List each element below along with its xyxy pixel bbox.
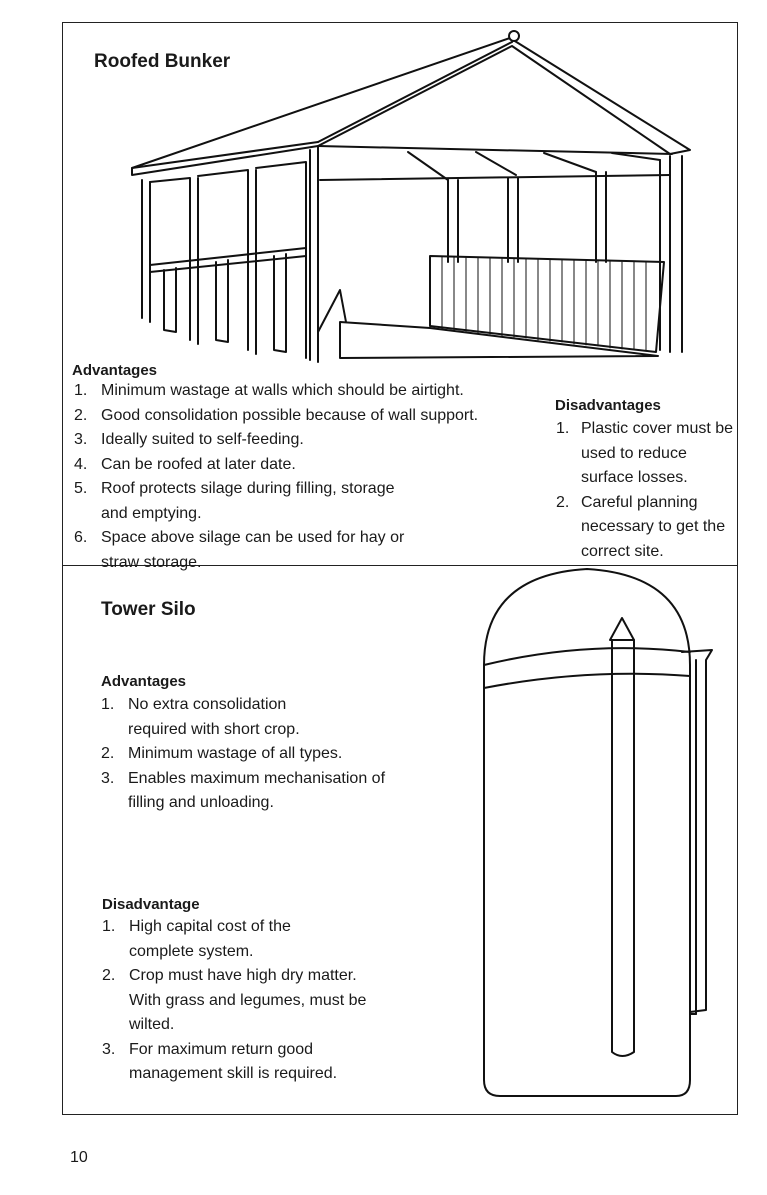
list-item bbox=[102, 915, 359, 964]
list-item bbox=[74, 453, 549, 478]
list-number: 5. bbox=[74, 480, 88, 497]
list-text: Space above silage can be used for hay or straw storage. bbox=[101, 529, 405, 571]
list-number: 3. bbox=[102, 1040, 116, 1058]
bunker-advantages-heading: Advantages bbox=[72, 362, 158, 379]
bunker-disadvantages-list bbox=[556, 417, 734, 564]
list-text: Crop must have high dry matter. With grass and legumes, must be wilted. bbox=[129, 967, 367, 1033]
list-number: 2. bbox=[74, 406, 88, 424]
page-number: 10 bbox=[70, 1149, 88, 1166]
bunker-disadvantages-heading: Disadvantages bbox=[555, 397, 661, 414]
tower-advantages-list bbox=[101, 693, 391, 816]
list-item bbox=[101, 767, 393, 816]
list-text: Can be roofed at later date. bbox=[101, 455, 296, 473]
list-text: Enables maximum mechanisation of filling and unloading. bbox=[128, 769, 386, 811]
list-text: Ideally suited to self-feeding. bbox=[101, 431, 304, 448]
list-number: 1. bbox=[556, 420, 570, 437]
list-text: Minimum wastage at walls which should be airtight. bbox=[101, 382, 464, 399]
list-item bbox=[101, 742, 391, 767]
bunker-advantages-list bbox=[74, 379, 549, 575]
tower-title: Tower Silo bbox=[101, 599, 196, 620]
list-item bbox=[74, 428, 549, 453]
list-number: 3. bbox=[101, 769, 115, 787]
tower-silo-illustration bbox=[478, 565, 718, 1100]
roofed-bunker-illustration bbox=[125, 25, 705, 370]
list-text: Minimum wastage of all types. bbox=[128, 745, 343, 762]
list-number: 2. bbox=[102, 967, 116, 984]
list-item bbox=[74, 379, 549, 404]
list-number: 1. bbox=[74, 382, 88, 399]
list-item bbox=[74, 404, 549, 429]
list-item bbox=[102, 964, 374, 1038]
tower-advantages-heading: Advantages bbox=[101, 673, 187, 690]
list-number: 2. bbox=[556, 493, 570, 511]
list-text: Roof protects silage during filling, storage and emptying. bbox=[101, 480, 395, 522]
list-item bbox=[556, 491, 734, 565]
list-text: No extra consolidation required with short crop. bbox=[128, 696, 300, 738]
list-item bbox=[74, 477, 401, 526]
list-number: 2. bbox=[101, 745, 115, 762]
list-number: 6. bbox=[74, 529, 88, 546]
tower-disadvantages-list bbox=[102, 915, 372, 1087]
list-item bbox=[556, 417, 734, 491]
tower-disadvantage-heading: Disadvantage bbox=[102, 896, 200, 913]
list-number: 4. bbox=[74, 455, 88, 473]
list-text: High capital cost of the complete system. bbox=[129, 918, 291, 960]
list-text: Careful planning necessary to get the correct site. bbox=[581, 493, 726, 560]
list-number: 1. bbox=[102, 918, 116, 935]
list-item bbox=[102, 1038, 394, 1087]
list-text: Plastic cover must be used to reduce surface losses. bbox=[581, 420, 734, 486]
list-number: 3. bbox=[74, 431, 88, 448]
list-item bbox=[101, 693, 348, 742]
list-item bbox=[74, 526, 411, 575]
list-number: 1. bbox=[101, 696, 115, 713]
list-text: For maximum return good management skill is required. bbox=[129, 1040, 338, 1082]
bunker-title: Roofed Bunker bbox=[94, 51, 231, 72]
list-text: Good consolidation possible because of wall support. bbox=[101, 406, 479, 424]
